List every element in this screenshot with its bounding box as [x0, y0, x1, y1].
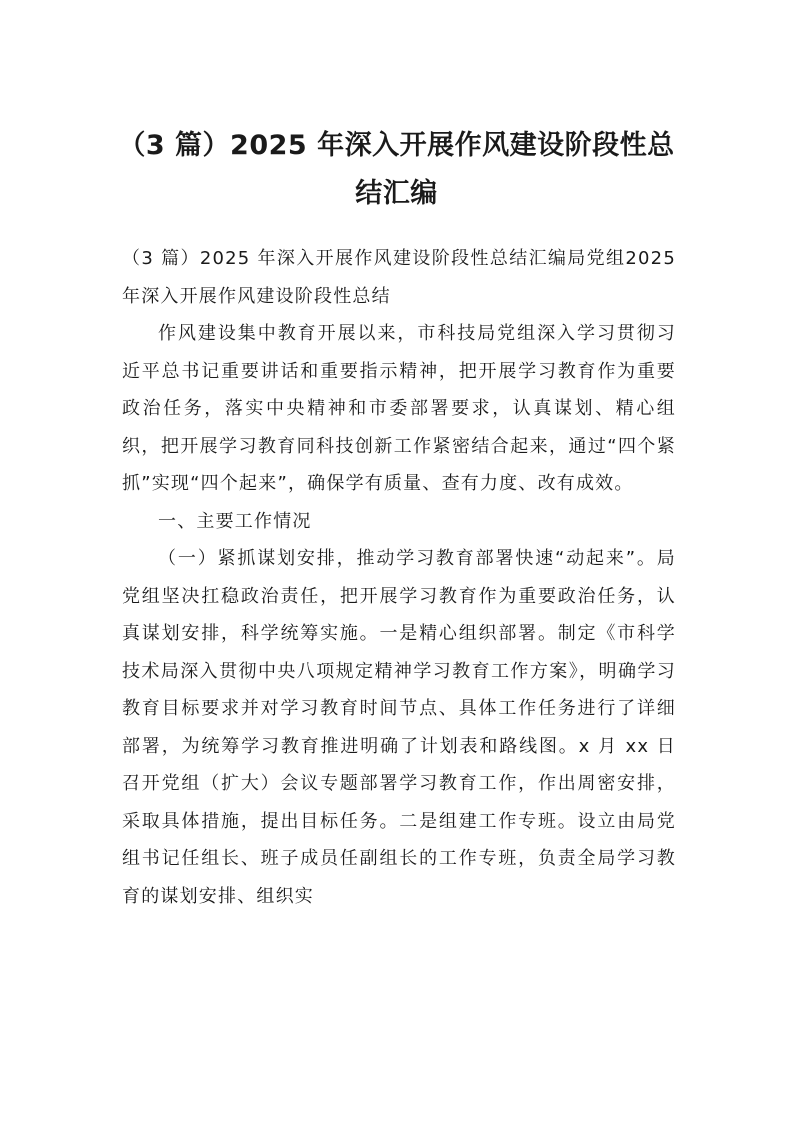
section-heading: 一、主要工作情况 [158, 510, 312, 532]
paragraph-intro: 作风建设集中教育开展以来，市科技局党组深入学习贯彻习近平总书记重要讲话和重要指示精神，把开展学习教育作为重要政治任务，落实中央精神和市委部署要求，认真谋划、精心组织，把开展学习教育同科技创新工作紧密结合起来，通过“四个紧抓”实现“四个起来”，确保学有质量、查有力度、改有成效。 [122, 323, 676, 494]
paragraph-section-one: （一）紧抓谋划安排，推动学习教育部署快速“动起来”。局党组坚决扛稳政治责任，把开展学习教育作为重要政治任务，认真谋划安排，科学统筹实施。一是精心组织部署。制定《市科学技术局深入贯彻中央八项规定精神学习教育工作方案》，明确学习教育目标要求并对学习教育时间节点、具体工作任务进行了详细部署，为统筹学习教育推进明确了计划表和路线图。x 月 xx 日召开党组（扩大）会议专题部署学习教育工作，作出周密安排，采取具体措施，提出目标任务。二是组建工作专班。设立由局党组书记任组长、班子成员任副组长的工作专班，负责全局学习教育的谋划安排、组织实 [122, 548, 676, 907]
document-body [122, 240, 676, 915]
document-title: （3 篇）2025 年深入开展作风建设阶段性总结汇编 [118, 130, 675, 209]
paragraph-subtitle: （3 篇）2025 年深入开展作风建设阶段性总结汇编局党组2025 年深入开展作风建设阶段性总结 [122, 248, 676, 307]
